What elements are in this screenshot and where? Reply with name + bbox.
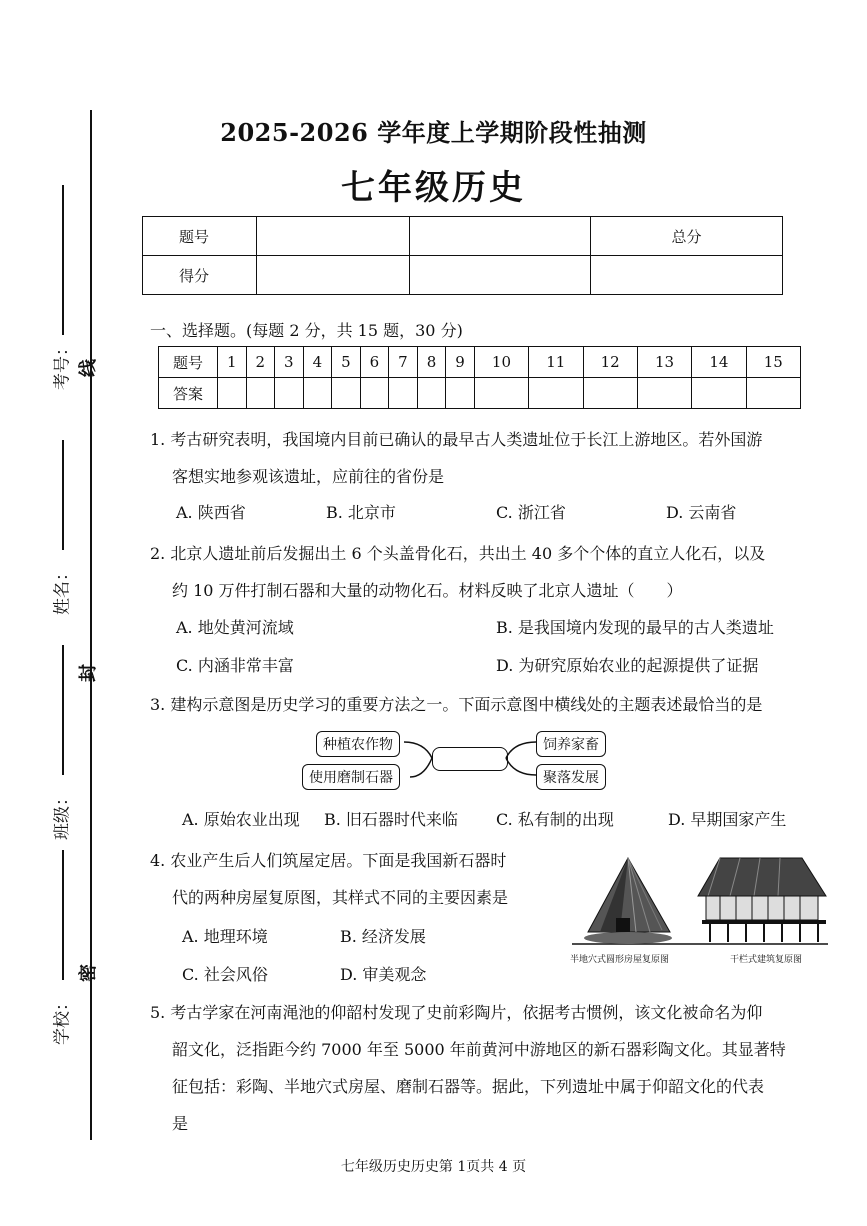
question-5-line4: 是 — [172, 1114, 189, 1133]
answer-table-qno-cell: 15 — [746, 347, 800, 378]
answer-cell — [246, 378, 275, 409]
question-2-line1: 2. 北京人遗址前后发掘出土 6 个头盖骨化石，共出土 40 多个个体的直立人化石，以及 — [150, 544, 766, 563]
house-reconstruction-figure — [570, 852, 832, 964]
caption-stilt-house: 干栏式建筑复原图 — [730, 955, 803, 965]
question-1-line2: 客想实地参观该遗址，应前往的省份是 — [172, 467, 445, 486]
answer-cell — [446, 378, 475, 409]
question-5-line2: 韶文化，泛指距今约 7000 年至 5000 年前黄河中游地区的新石器彩陶文化。其显著特 — [172, 1040, 786, 1059]
question-3-line1: 3. 建构示意图是历史学习的重要方法之一。下面示意图中横线处的主题表述最恰当的是 — [150, 695, 763, 714]
diagram-blank-center — [432, 747, 508, 771]
option-b: B. 北京市 — [326, 503, 396, 522]
score-cell — [410, 256, 591, 295]
option-d: D. 云南省 — [666, 503, 737, 522]
question-4-line2: 代的两种房屋复原图，其样式不同的主要因素是 — [172, 888, 509, 907]
score-cell — [257, 256, 410, 295]
option-d: D. 早期国家产生 — [668, 810, 787, 829]
answer-table-qno-cell: 8 — [417, 347, 446, 378]
answer-cell — [275, 378, 304, 409]
question-2 — [150, 535, 815, 609]
house-illustrations — [570, 852, 832, 952]
name-underline — [62, 440, 64, 550]
answer-cell — [583, 378, 637, 409]
answer-table-qno-cell: 14 — [692, 347, 746, 378]
answer-table-qno-cell: 3 — [275, 347, 304, 378]
answer-table-qno-cell: 5 — [332, 347, 361, 378]
answer-cell — [417, 378, 446, 409]
option-c: C. 私有制的出现 — [496, 810, 614, 829]
option-b: B. 是我国境内发现的最早的古人类遗址 — [496, 618, 774, 637]
binding-mark-seal: 封 — [78, 664, 99, 682]
option-c: C. 浙江省 — [496, 503, 566, 522]
class-label: 班级： — [52, 789, 73, 840]
question-2-line2: 约 10 万件打制石器和大量的动物化石。材料反映了北京人遗址（ ） — [172, 581, 683, 600]
option-d: D. 为研究原始农业的起源提供了证据 — [496, 656, 759, 675]
concept-diagram — [300, 727, 620, 793]
binding-mark-line: 线 — [78, 359, 99, 377]
total-score-cell — [591, 256, 783, 295]
answer-table-qno-label: 题号 — [159, 347, 218, 378]
question-4 — [150, 842, 570, 916]
score-table-qno-label: 题号 — [143, 217, 257, 256]
question-3 — [150, 686, 815, 723]
answer-table-qno-cell: 13 — [637, 347, 691, 378]
question-1 — [150, 421, 815, 495]
question-1-line1: 1. 考古研究表明，我国境内目前已确认的最早古人类遗址位于长江上游地区。若外国游 — [150, 430, 763, 449]
option-a: A. 地处黄河流域 — [176, 618, 294, 637]
school-underline — [62, 850, 64, 980]
score-table-score-label: 得分 — [143, 256, 257, 295]
answer-table-qno-cell: 12 — [583, 347, 637, 378]
answer-table-qno-cell: 6 — [360, 347, 389, 378]
question-5 — [150, 994, 815, 1142]
question-4-line1: 4. 农业产生后人们筑屋定居。下面是我国新石器时 — [150, 851, 507, 870]
answer-table-qno-cell: 9 — [446, 347, 475, 378]
stilt-house-icon — [698, 858, 826, 942]
option-d: D. 审美观念 — [340, 965, 427, 984]
name-label: 姓名： — [52, 564, 73, 615]
option-b: B. 旧石器时代来临 — [324, 810, 458, 829]
option-c: C. 内涵非常丰富 — [176, 656, 294, 675]
score-table — [142, 216, 783, 295]
answer-table-answer-label: 答案 — [159, 378, 218, 409]
option-a: A. 原始农业出现 — [182, 810, 300, 829]
answer-cell — [389, 378, 418, 409]
option-a: A. 地理环境 — [182, 927, 268, 946]
binding-line — [90, 110, 92, 1140]
diagram-node-bottom-left: 使用磨制石器 — [302, 764, 400, 790]
answer-table — [158, 346, 801, 409]
score-cell — [257, 217, 410, 256]
answer-cell — [529, 378, 583, 409]
answer-cell — [332, 378, 361, 409]
option-b: B. 经济发展 — [340, 927, 426, 946]
diagram-node-top-right: 饲养家畜 — [536, 731, 606, 757]
score-table-total-label: 总分 — [591, 217, 783, 256]
answer-table-qno-cell: 7 — [389, 347, 418, 378]
option-c: C. 社会风俗 — [182, 965, 268, 984]
school-label: 学校： — [52, 994, 73, 1045]
answer-cell — [303, 378, 332, 409]
answer-cell — [746, 378, 800, 409]
answer-cell — [692, 378, 746, 409]
answer-table-qno-cell: 2 — [246, 347, 275, 378]
answer-table-qno-cell: 1 — [218, 347, 247, 378]
answer-table-qno-cell: 10 — [474, 347, 528, 378]
answer-cell — [218, 378, 247, 409]
diagram-node-bottom-right: 聚落发展 — [536, 764, 606, 790]
round-hut-icon — [584, 858, 672, 944]
subject-title: 七年级历史 — [341, 168, 526, 208]
exam-no-label: 考号： — [52, 339, 73, 390]
question-5-line3: 征包括：彩陶、半地穴式房屋、磨制石器等。据此，下列遗址中属于仰韶文化的代表 — [172, 1077, 765, 1096]
section-heading: 一、选择题。(每题 2 分，共 15 题，30 分) — [150, 321, 463, 340]
diagram-node-top-left: 种植农作物 — [316, 731, 400, 757]
answer-table-qno-cell: 11 — [529, 347, 583, 378]
class-underline — [62, 645, 64, 775]
exam-title: 2025-2026 学年度上学期阶段性抽测 — [220, 118, 647, 147]
page-footer: 七年级历史历史第 1页共 4 页 — [340, 1159, 527, 1175]
answer-cell — [474, 378, 528, 409]
answer-cell — [637, 378, 691, 409]
caption-round-hut: 半地穴式圆形房屋复原图 — [570, 955, 670, 965]
score-cell — [410, 217, 591, 256]
binding-mark-secret: 密 — [78, 964, 99, 982]
answer-table-qno-cell: 4 — [303, 347, 332, 378]
option-a: A. 陕西省 — [176, 503, 246, 522]
answer-cell — [360, 378, 389, 409]
question-5-line1: 5. 考古学家在河南渑池的仰韶村发现了史前彩陶片，依据考古惯例，该文化被命名为仰 — [150, 1003, 763, 1022]
